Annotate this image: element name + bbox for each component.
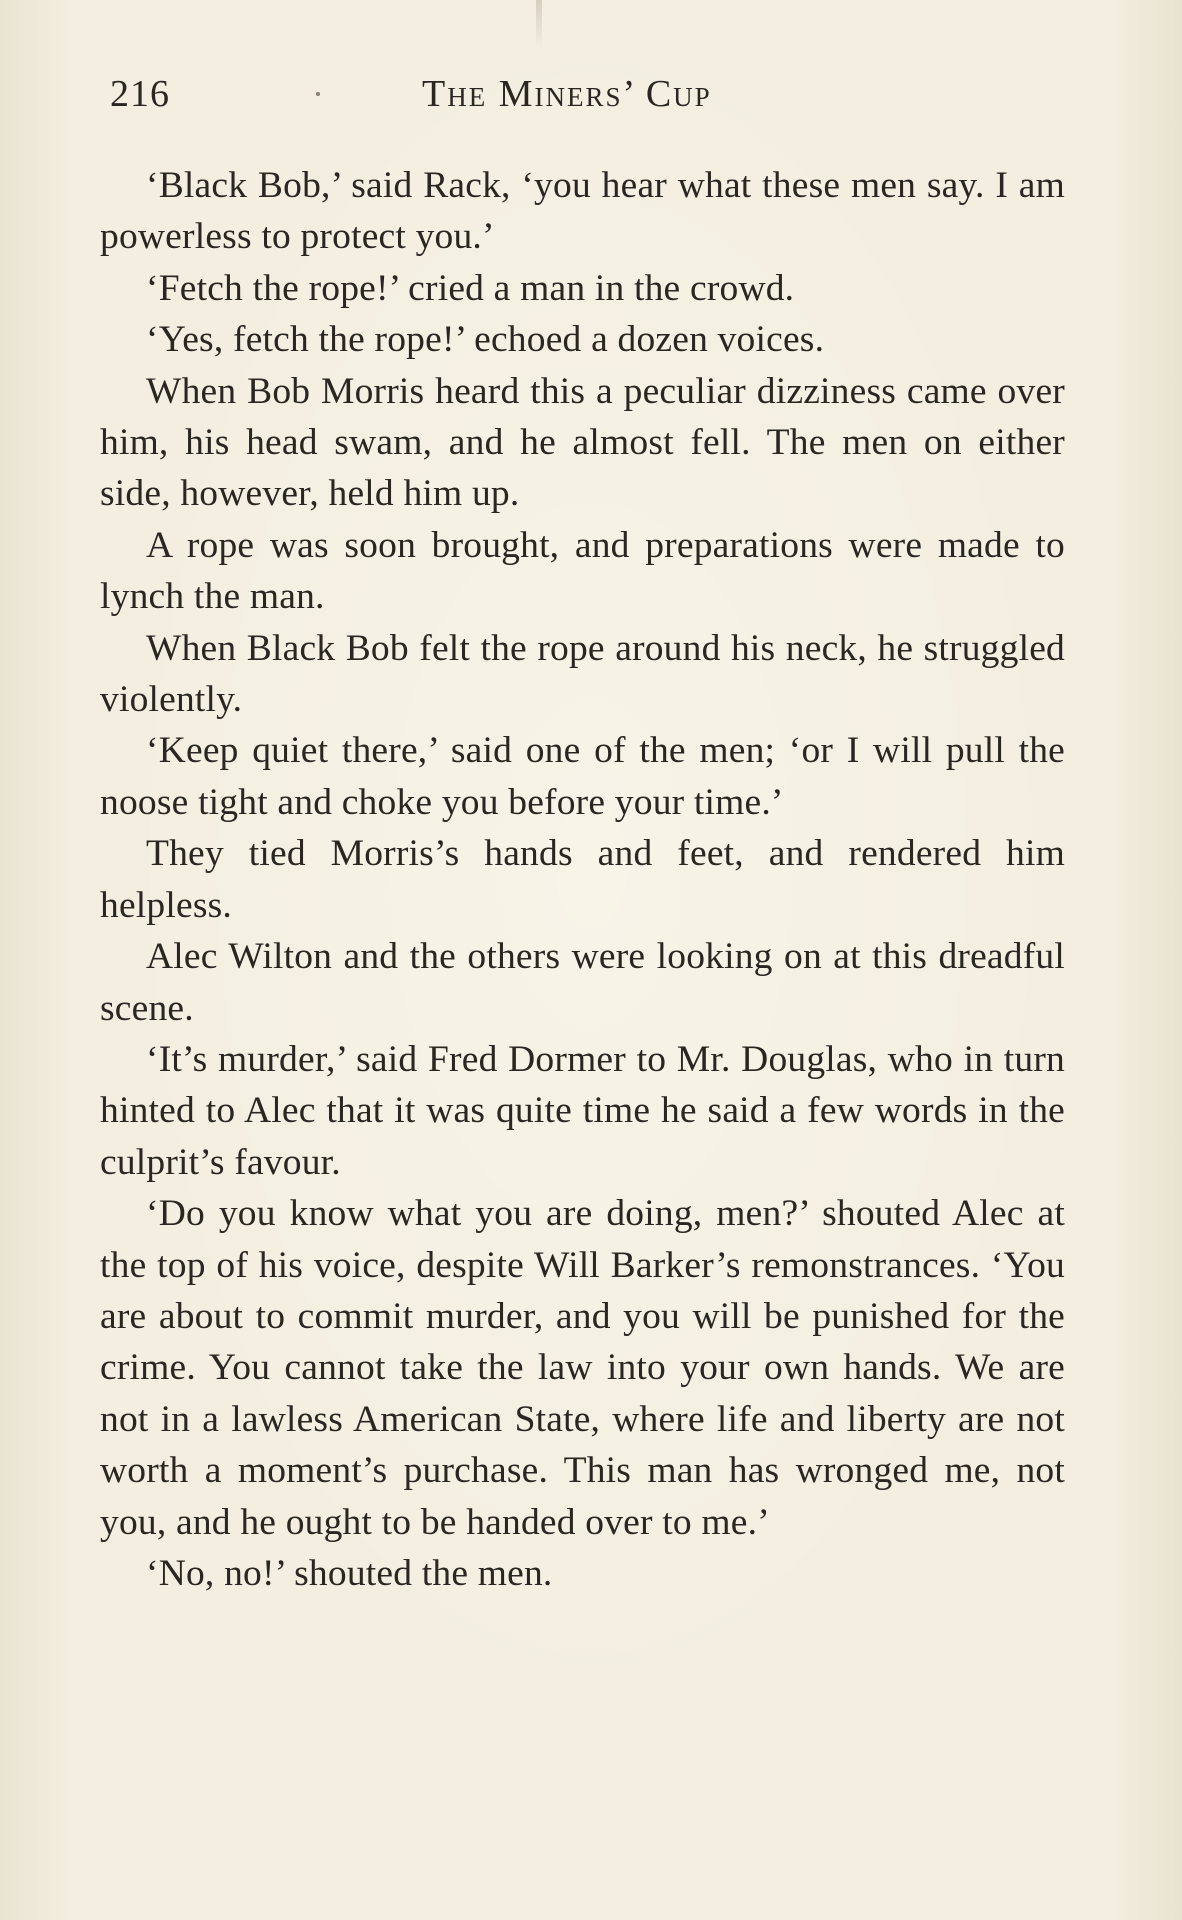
paragraph: ‘Fetch the rope!’ cried a man in the crowd. xyxy=(146,267,795,309)
paragraph: ‘Black Bob,’ said Rack, ‘you hear what these men say. I am powerless to protect you.’ xyxy=(100,165,1065,258)
page-number: 216 xyxy=(110,73,170,115)
paragraph: ‘Keep quiet there,’ said one of the men; ‘or I will pull the noose tight and choke you before your time.’ xyxy=(100,730,1065,823)
paragraph: Alec Wilton and the others were looking on at this dreadful scene. xyxy=(100,936,1065,1029)
paragraph: When Bob Morris heard this a peculiar dizziness came over him, his head swam, and he almost fell. The men on either side, however, held him up. xyxy=(100,370,1065,515)
body-text xyxy=(100,160,1065,1599)
paragraph: When Black Bob felt the rope around his neck, he struggled violently. xyxy=(100,627,1065,721)
bleed-through-mark xyxy=(536,0,542,50)
header-separator-dot xyxy=(316,92,320,96)
paragraph: ‘Yes, fetch the rope!’ echoed a dozen voices. xyxy=(146,319,825,361)
paragraph: ‘It’s murder,’ said Fred Dormer to Mr. Douglas, who in turn hinted to Alec that it was quite time he said a few words in the culprit’s favour. xyxy=(100,1038,1065,1183)
page-header xyxy=(110,72,1070,122)
paragraph: A rope was soon brought, and preparations were made to lynch the man. xyxy=(100,524,1065,618)
running-head: The Miners’ Cup xyxy=(422,73,712,115)
paragraph: They tied Morris’s hands and feet, and rendered him helpless. xyxy=(100,833,1065,926)
paragraph: ‘No, no!’ shouted the men. xyxy=(146,1552,553,1594)
paragraph: ‘Do you know what you are doing, men?’ shouted Alec at the top of his voice, despite Will Barker’s remonstrances. ‘You are about to commit murder, and you will be punished for the crime. You cannot take the law into your own hands. We are not in a lawless American State, where life and liberty are not worth a moment’s purchase. This man has wronged me, not you, and he ought to be handed over to me.’ xyxy=(100,1193,1065,1543)
